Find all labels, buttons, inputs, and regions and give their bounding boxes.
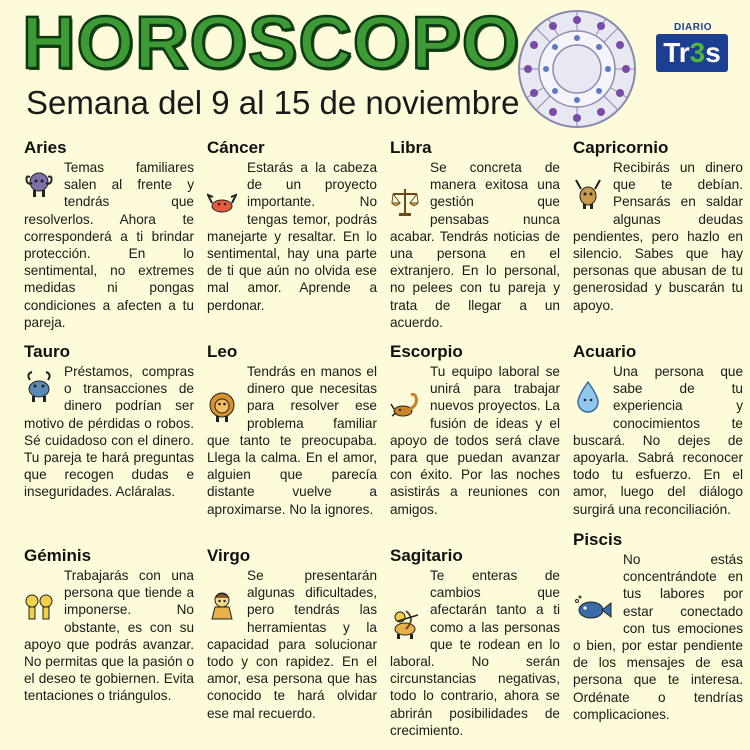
sign-text: Tu equipo laboral se unirá para trabajar nuevos proyectos. La fusión de ideas y el apoyo de todos será clave para que puedan avanzar con éxito. Por las noches asistirás a reuniones con amigos. bbox=[390, 364, 560, 517]
lion-icon bbox=[207, 389, 237, 423]
sign-text: Trabajarás con una persona que tiende a imponerse. No obstante, es con su apoyo que podrás avanzar. No permitas que la pasión o el deseo te gobiernen. Evita tentaciones o triángulos. bbox=[24, 568, 194, 704]
sign-name: Virgo bbox=[207, 546, 251, 565]
diario-tres-logo bbox=[654, 22, 732, 74]
sign-text: Se concreta de manera exitosa una gestión que pensabas nunca acabar. Tendrás noticias de una persona en el extranjero. En lo personal, no pelees con tu pareja y trata de llegar a un acuerdo. bbox=[390, 160, 560, 330]
sign-text: Se presentarán algunas dificultades, pero tendrás las herramientas y la capacidad para solucionar todo y con rapidez. En el amor, esa persona que has conocido te hará olvidar ese mal recuerdo. bbox=[207, 568, 377, 721]
sign-piscis bbox=[573, 530, 743, 730]
sign-name: Leo bbox=[207, 342, 238, 361]
sign-text: Estarás a la cabeza de un proyecto importante. No tengas temor, podrás manejarte y resaltar. En lo sentimental, hay una parte de ti que aún no olvida ese mal amor. Aprende a perdonar. bbox=[207, 160, 377, 313]
sign-cancer bbox=[207, 138, 377, 338]
sign-aries bbox=[24, 138, 194, 338]
scales-icon bbox=[390, 185, 420, 219]
sign-name: Piscis bbox=[573, 530, 623, 549]
sign-name: Cáncer bbox=[207, 138, 265, 157]
sign-name: Tauro bbox=[24, 342, 70, 361]
sign-acuario bbox=[573, 342, 743, 542]
twins-icon bbox=[24, 589, 54, 623]
logo-caption: DIARIO bbox=[674, 22, 712, 33]
sign-name: Libra bbox=[390, 138, 432, 157]
sign-name: Géminis bbox=[24, 546, 92, 565]
sign-capricornio bbox=[573, 138, 743, 338]
page-title: HOROSCOPO bbox=[22, 1, 521, 84]
logo-wordmark: Tr3s bbox=[656, 34, 728, 72]
crab-icon bbox=[207, 185, 237, 219]
goat-icon bbox=[573, 177, 603, 211]
bull-icon bbox=[24, 369, 54, 403]
sign-sagitario bbox=[390, 546, 560, 746]
sign-text: No estás concentrándote en tus labores por estar conectado con tus emociones o bien, por estar pendiente de los mensajes de esa persona que te interesa. Ordénate o tendrías complicaciones. bbox=[573, 552, 743, 722]
sign-name: Acuario bbox=[573, 342, 637, 361]
sign-text: Una persona que sabe de tu experiencia y conocimientos te buscará. No dejes de apoyarla. Sabrá reconocer todo tu esfuerzo. En el amor, luego del diálogo surgirá una reconciliación. bbox=[573, 364, 743, 517]
fish-icon bbox=[573, 593, 613, 627]
sign-text: Préstamos, compras o transacciones de dinero podrían ser motivo de pérdidas o robos. Sé cuidadoso con el dinero. Tu pareja te hará preguntas que recogen dudas e inseguridades. Acláralas. bbox=[24, 364, 194, 500]
sign-virgo bbox=[207, 546, 377, 746]
archer-icon bbox=[390, 607, 420, 641]
ram-icon bbox=[24, 165, 54, 199]
sign-name: Capricornio bbox=[573, 138, 669, 157]
sign-escorpio bbox=[390, 342, 560, 542]
page-subtitle: Semana del 9 al 15 de noviembre bbox=[26, 84, 520, 121]
sign-name: Escorpio bbox=[390, 342, 463, 361]
sign-text: Recibirás un dinero que te debían. Pensarás en saldar algunas deudas pendientes, pero hazlo en silencio. Sabes que hay personas que abusan de tu generosidad y buscarán tu apoyo. bbox=[573, 160, 743, 313]
sign-name: Aries bbox=[24, 138, 67, 157]
water-drop-icon bbox=[573, 379, 603, 413]
zodiac-wheel-icon bbox=[516, 8, 638, 130]
scorpion-icon bbox=[390, 389, 420, 423]
sign-text: Te enteras de cambios que afectarán tanto a ti como a las personas que te rodean en lo laboral. No serán circunstancias negativas, todo lo contrario, ahora se abrirán posibilidades de crecimiento. bbox=[390, 568, 560, 738]
sign-geminis bbox=[24, 546, 194, 746]
virgin-icon bbox=[207, 589, 237, 623]
sign-text: Tendrás en manos el dinero que necesitas para resolver ese problema familiar que tanto te preocupaba. Llega la calma. En el amor, alguien que parecía distante vuelve a aproximarse. No la ignores. bbox=[207, 364, 377, 517]
sign-name: Sagitario bbox=[390, 546, 463, 565]
sign-libra bbox=[390, 138, 560, 338]
sign-tauro bbox=[24, 342, 194, 542]
sign-leo bbox=[207, 342, 377, 542]
sign-text: Temas familiares salen al frente y tendrás que resolverlos. Ahora te corresponderá a ti brindar protección. En lo sentimental, no extremes medidas ni pongas condiciones a afecten a tu pareja. bbox=[24, 160, 194, 330]
